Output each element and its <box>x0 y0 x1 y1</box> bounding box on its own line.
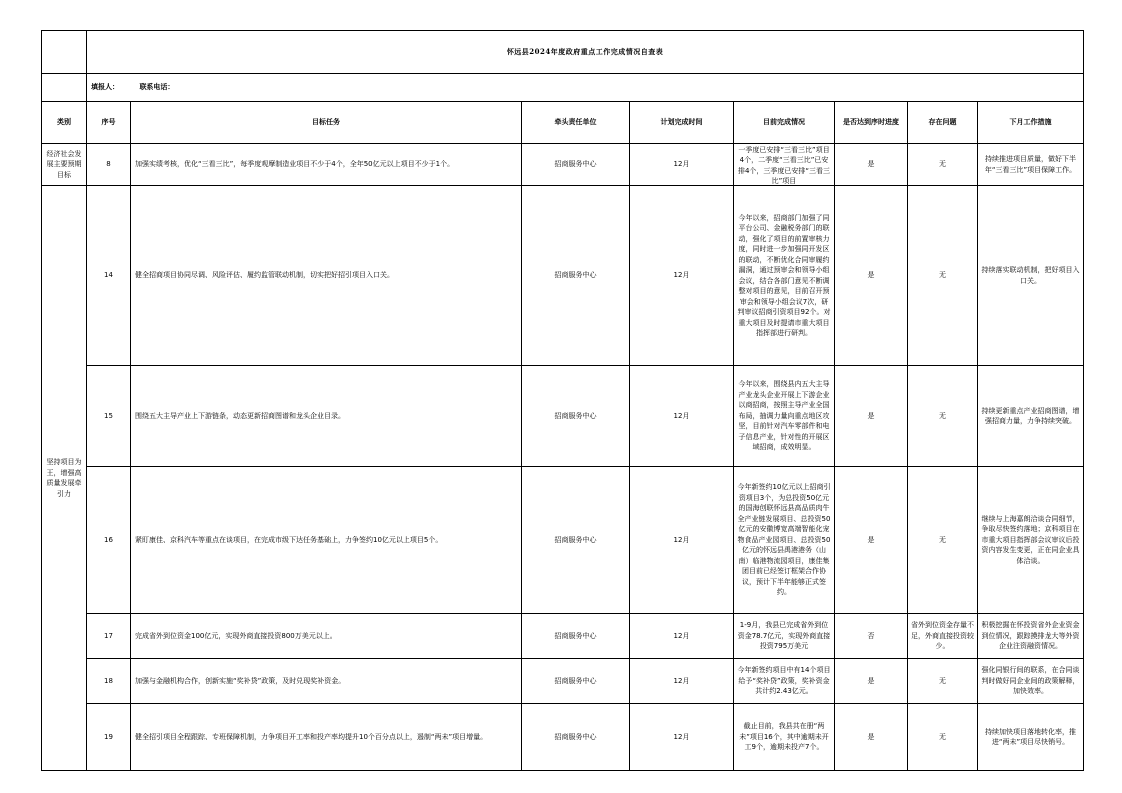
seq-cell: 16 <box>87 467 131 614</box>
header-next-steps: 下月工作措施 <box>978 102 1084 144</box>
unit-cell: 招商服务中心 <box>522 704 630 771</box>
next-steps-cell: 积极挖掘在怀投资省外企业资金到位情况，跟踪摸排龙大等外资企业注资融资情况。 <box>978 614 1084 659</box>
unit-cell: 招商服务中心 <box>522 186 630 366</box>
seq-cell: 14 <box>87 186 131 366</box>
status-cell: 1-9月，我县已完成省外到位资金78.7亿元，实现外商直接投资795万美元 <box>734 614 835 659</box>
unit-cell: 招商服务中心 <box>522 659 630 704</box>
status-cell: 今年以来，围绕县内五大主导产业龙头企业开展上下游企业以商招商，按照主导产业全国布局，抽调力量向重点地区攻坚，目前针对汽车零部件和电子信息产业，针对性的开展区域招商，成效明显。 <box>734 366 835 467</box>
table-row <box>42 659 1084 704</box>
task-cell: 加强实绩考核，优化“三看三比”，每季度观摩制造业项目不少于4个，全年50亿元以上项目不少于1个。 <box>131 144 522 186</box>
blank-info-cell <box>42 74 87 102</box>
status-text: 一季度已安排“三看三比”项目4个，二季度“三看三比”已安排4个，三季度已安排“三看三比”项目 <box>737 145 831 185</box>
next-steps-cell: 持续更新重点产业招商图谱，增强招商力量，力争持续突破。 <box>978 366 1084 467</box>
blank-corner-cell <box>42 31 87 74</box>
info-row <box>87 74 1084 102</box>
filler-label: 填报人： <box>91 83 119 92</box>
next-steps-cell: 持续加快项目落地转化率，推进“两未”项目尽快销号。 <box>978 704 1084 771</box>
task-cell: 健全招商项目协同尽调、风险评估、履约监管联动机制，切实把好招引项目入口关。 <box>131 186 522 366</box>
problems-cell: 省外到位资金存量不足，外商直接投资较少。 <box>908 614 978 659</box>
status-cell: 今年以来，招商部门加强了同平台公司、金融税务部门的联动，强化了项目的前置审核力度，同时进一步加强同开发区的联动，不断优化合同审履约漏洞，通过预审会和领导小组会议，结合各部门意见不断调整对项目的意见，目前召开预审会和领导小组会议7次，研判审议招商引资项目92个。对重大项目及时提请市重大项目指挥部进行研判。 <box>734 186 835 366</box>
status-cell: 今年新签约10亿元以上招商引资项目3个，为总投资50亿元的国海创联怀远县高品质肉牛全产业链发展项目、总投资50亿元的安徽博宽高端智能化宠物食品产业园项目、总投资50亿元的怀远县禹港港务（山南）临港物流园项目，康佳集团目前已经签订框架合作协议，预计下半年能够正式签约。 <box>734 467 835 614</box>
on-schedule-cell: 否 <box>835 614 908 659</box>
header-deadline: 计划完成时间 <box>630 102 734 144</box>
problems-cell: 无 <box>908 467 978 614</box>
seq-cell: 8 <box>87 144 131 186</box>
header-on-schedule: 是否达到序时进度 <box>835 102 908 144</box>
header-seq: 序号 <box>87 102 131 144</box>
task-cell: 围绕五大主导产业上下游链条，动态更新招商图谱和龙头企业目录。 <box>131 366 522 467</box>
status-cell <box>734 144 835 186</box>
task-cell: 完成省外到位资金100亿元，实现外商直接投资800万美元以上。 <box>131 614 522 659</box>
problems-cell: 无 <box>908 704 978 771</box>
next-steps-cell: 持续落实联动机制，把好项目入口关。 <box>978 186 1084 366</box>
table-row <box>42 144 1084 186</box>
seq-cell: 17 <box>87 614 131 659</box>
task-cell: 健全招引项目全程跟踪、专班保障机制，力争项目开工率和投产率均提升10个百分点以上，遏制“两未”项目增量。 <box>131 704 522 771</box>
category-cell: 坚持项目为王，增强高质量发展牵引力 <box>42 186 87 771</box>
problems-cell: 无 <box>908 366 978 467</box>
unit-cell: 招商服务中心 <box>522 614 630 659</box>
deadline-cell: 12月 <box>630 704 734 771</box>
header-problems: 存在问题 <box>908 102 978 144</box>
status-cell: 今年新签约项目中有14个项目给予“奖补贷”政策，奖补资金共计约2.43亿元。 <box>734 659 835 704</box>
table-row <box>42 366 1084 467</box>
self-check-table <box>41 30 1084 771</box>
header-row <box>42 102 1084 144</box>
on-schedule-cell: 是 <box>835 186 908 366</box>
problems-cell: 无 <box>908 186 978 366</box>
unit-cell: 招商服务中心 <box>522 144 630 186</box>
table-row <box>42 614 1084 659</box>
on-schedule-cell: 是 <box>835 366 908 467</box>
category-cell: 经济社会发展主要预期目标 <box>42 144 87 186</box>
seq-cell: 18 <box>87 659 131 704</box>
deadline-cell: 12月 <box>630 366 734 467</box>
header-category: 类别 <box>42 102 87 144</box>
table-row <box>42 704 1084 771</box>
deadline-cell: 12月 <box>630 144 734 186</box>
task-cell: 加强与金融机构合作，创新实施“奖补贷”政策，及时兑现奖补资金。 <box>131 659 522 704</box>
phone-label: 联系电话： <box>139 83 175 92</box>
next-steps-cell: 持续推进项目质量，做好下半年“三看三比”项目保障工作。 <box>978 144 1084 186</box>
on-schedule-cell: 是 <box>835 467 908 614</box>
next-steps-cell: 强化同银行间的联系，在合同谈判时做好同企业间的政策解释，加快效率。 <box>978 659 1084 704</box>
header-unit: 牵头责任单位 <box>522 102 630 144</box>
header-task: 目标任务 <box>131 102 522 144</box>
unit-cell: 招商服务中心 <box>522 366 630 467</box>
seq-cell: 15 <box>87 366 131 467</box>
on-schedule-cell: 是 <box>835 144 908 186</box>
problems-cell: 无 <box>908 144 978 186</box>
unit-cell: 招商服务中心 <box>522 467 630 614</box>
task-cell: 紧盯康佳、京科汽车等重点在谈项目，在完成市级下达任务基础上，力争签约10亿元以上项目5个。 <box>131 467 522 614</box>
table-row <box>42 186 1084 366</box>
deadline-cell: 12月 <box>630 614 734 659</box>
seq-cell: 19 <box>87 704 131 771</box>
page-title: 怀远县2024年度政府重点工作完成情况自查表 <box>87 31 1084 74</box>
table-row <box>42 467 1084 614</box>
on-schedule-cell: 是 <box>835 704 908 771</box>
deadline-cell: 12月 <box>630 186 734 366</box>
deadline-cell: 12月 <box>630 467 734 614</box>
on-schedule-cell: 是 <box>835 659 908 704</box>
problems-cell: 无 <box>908 659 978 704</box>
next-steps-cell: 继续与上海嘉朗洽谈合同细节，争取尽快签约落地；京科项目在市重大项目指挥部会议审议后投资内容发生变更，正在同企业具体洽谈。 <box>978 467 1084 614</box>
header-status: 目前完成情况 <box>734 102 835 144</box>
status-cell: 截止目前，我县共在册“两未”项目16个，其中逾期未开工9个，逾期未投产7个。 <box>734 704 835 771</box>
deadline-cell: 12月 <box>630 659 734 704</box>
